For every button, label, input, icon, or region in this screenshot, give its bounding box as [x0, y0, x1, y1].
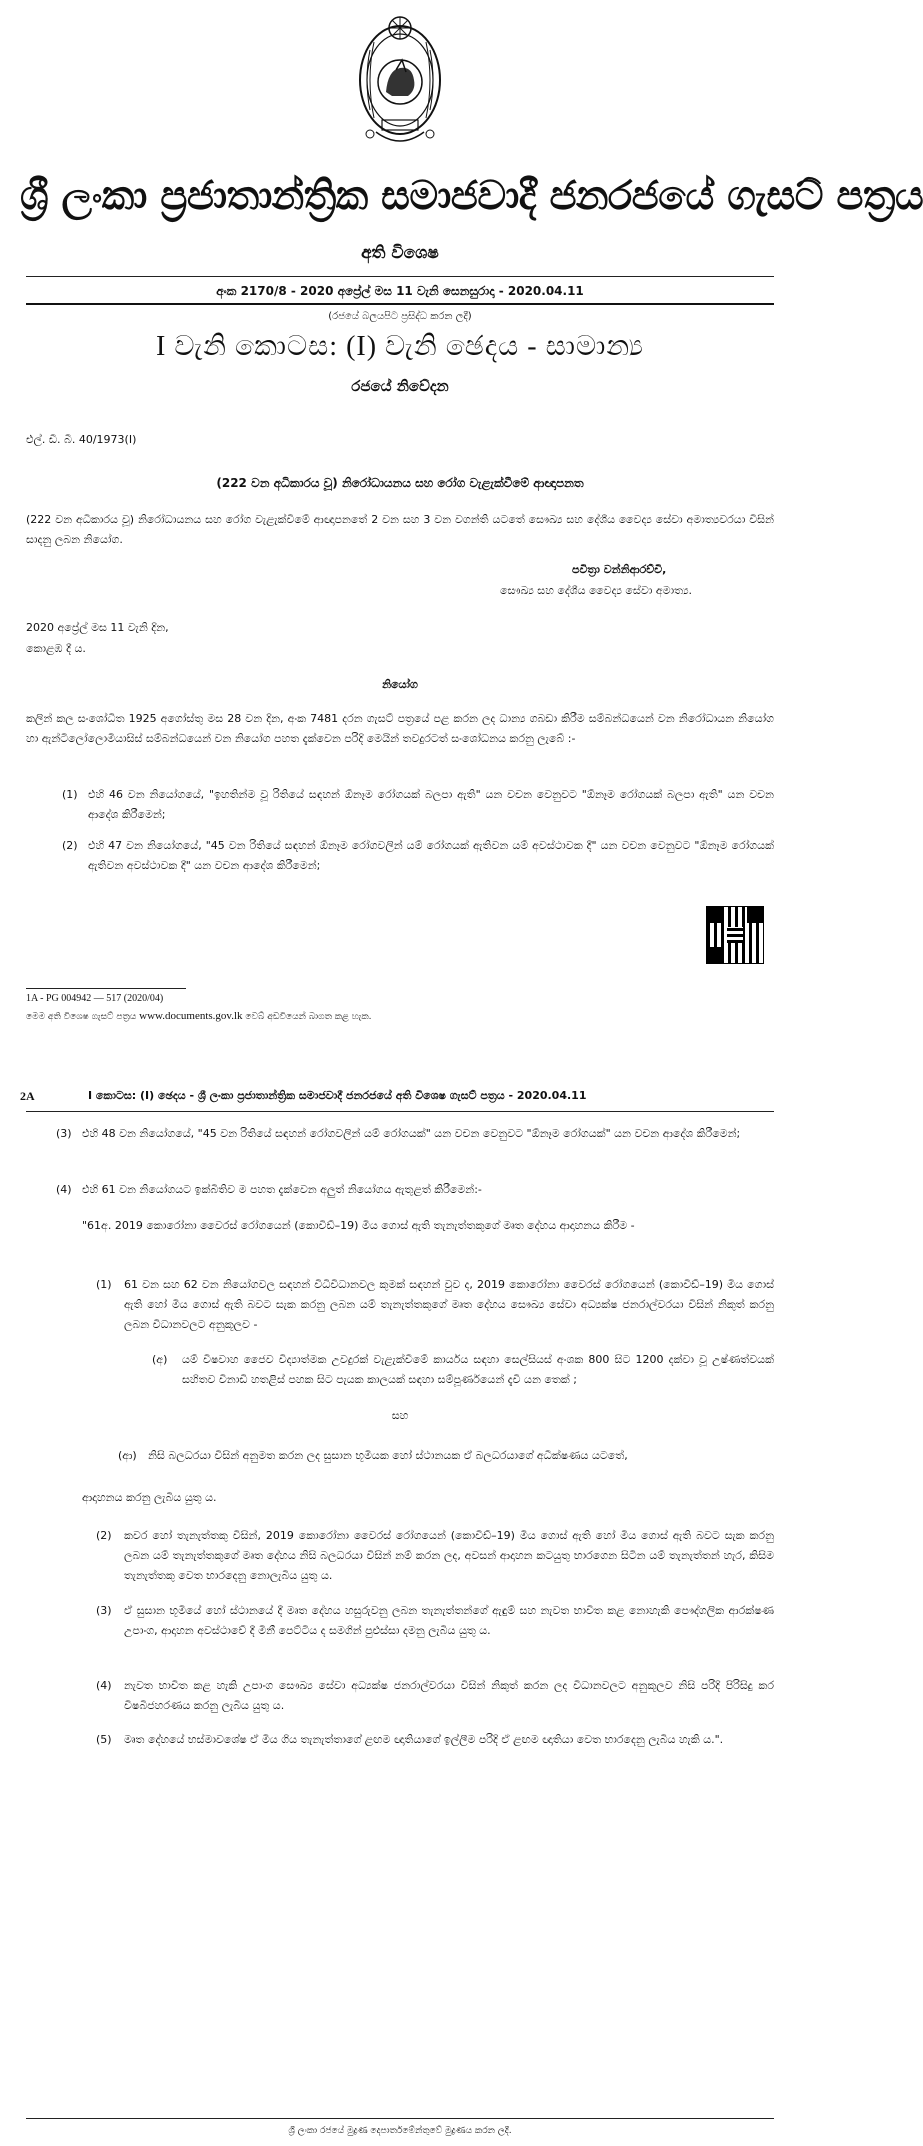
sri-lanka-emblem [356, 10, 444, 160]
item-number: (ආ) [118, 1449, 137, 1462]
amendment-item-3: එහි 48 වන නියෝගයේ, "45 වන රිතියේ සඳහන් රෝගවලින් යම් රෝගයක්" යන වචන වෙනුවට "ඕනෑම රෝගයක්" යන වචන ආදේශ කිරීමෙන්; [82, 1127, 741, 1140]
sub-regulation-3: ඒ සුසාන භූමියේ හෝ ස්ථානයේ දී මෘත දේහය හසුරුවනු ලබන තැනැත්තන්ගේ ඇඳුම් සහ නැවත භාවිත කළ නොහැකි පෞද්ගලික ආරක්ෂණ උපාංග, ආදාහන අවස්ථාවේ දී මිනී පෙට්ටිය ද සමගින් පුළුස්සා දමනු ලැබිය යුතු ය. [124, 1604, 774, 1637]
item-number: (3) [56, 1127, 72, 1140]
page-number: 2A [20, 1089, 35, 1103]
reference-number: එල්. ඩී. බී. 40/1973(I) [26, 433, 137, 446]
continuation-text: ආදාහනය කරනු ලැබිය යුතු ය. [82, 1491, 217, 1504]
gazette-title: ශ්‍රී ලංකා ප්‍රජාතාන්ත්‍රික සමාජවාදී ජනරජයේ ගැසට් පත්‍රය [20, 173, 923, 219]
item-number: (4) [96, 1679, 112, 1692]
sub-regulation-1: 61 වන සහ 62 වන නියෝගවල සඳහන් විධිවිධානවල කුමක් සඳහන් වුව ද, 2019 කොරෝනා වෛරස් රෝගයෙන් (කොවිඩ්–19) මිය ගොස් ඇති හෝ මිය ගොස් ඇති බවට සැක කරනු ලබන යම් තැනැත්තකුගේ මෘත දේහය සෞඛ්‍ය සේවා අධ්‍යක්ෂ ජනරාල්වරයා විසින් නිකුත් කරනු ලබන විධානවලට අනුකූලව - [124, 1278, 774, 1331]
clause-a: යම් විෂවාහ ජෛව විද්‍යාත්මක උවදුරක් වැළැක්වීමේ කාර්යය සඳහා සෙල්සියස් අංශක 800 සිට 1200 දක්වා වූ උෂ්ණත්වයක් සහිතව විනාඩි හතළිස් පහක සිට පැයක කාලයක් සඳහා සම්පූර්ණයෙන් දැවී යන තෙක් ; [182, 1353, 774, 1386]
sub-regulation-4: නැවත භාවිත කළ හැකි උපාංග සෞඛ්‍ය සේවා අධ්‍යක්ෂ ජනරාල්වරයා විසින් නිකුත් කරන ලද විධානවලට අනුකූලව නිසි පරිදි පිරිසිදු කර විෂබීජහරණය කරනු ලැබිය යුතු ය. [124, 1679, 774, 1712]
amendment-item-4: එහි 61 වන නියෝගයට ඉක්බිතිව ම පහත දැක්වෙන අලුත් නියෝගය ඇතුළත් කිරීමෙන්:- [82, 1183, 482, 1196]
sub-regulation-2: කවර හෝ තැනැත්තකු විසින්, 2019 කොරෝනා වෛරස් රෝගයෙන් (කොවිඩ්–19) මිය ගොස් ඇති හෝ මිය ගොස් ඇති බවට සැක කරනු ලබන යම් තැනැත්තකුගේ මෘත දේහය නිසි බලධරයා විසින් නම් කරන ලද, අවසන් ආදාහන කටයුතු භාරගෙන සිටින යම් තැනැත්තන් හැර, කිසිම තැනැත්තකු වෙත භාරදෙනු නොලැබිය යුතු ය. [124, 1529, 774, 1582]
amendment-item-1: එහි 46 වන නියෝගයේ, "ඉහතින්ම වූ රිතියේ සඳහන් ඕනෑම රෝගයක් බලපා ඇති" යන වචන වෙනුවට "ඕනෑම රෝගයක් බලපා ඇති" යන වචන ආදේශ කිරීමෙන්; [88, 788, 774, 821]
item-number: (අ) [152, 1353, 168, 1366]
printer-footer: ශ්‍රී ලංකා රජයේ මුද්‍රණ දෙපාර්තමේන්තුවේ මුද්‍රණය කරන ලදී. [288, 2126, 512, 2136]
conjunction-and: සහ [391, 1409, 409, 1422]
print-code: 1A - PG 004942 — 517 (2020/04) [26, 993, 164, 1004]
amendment-item-2: එහි 47 වන නියෝගයේ, "45 වන රිතියේ සඳහන් ඕනෑම රෝගවලින් යම් රෝගයක් ඇතිවන යම් අවස්ථාවක දී" යන වචන වෙනුවට "ඕනෑම රෝගයක් ඇතිවන අවස්ථාවක දී" යන වචන ආදේශ කිරීමෙන්; [88, 839, 774, 872]
signer-name: පවිත්‍රා වන්නිආරච්චි, [572, 563, 667, 576]
item-number: (2) [96, 1529, 112, 1542]
item-number: (5) [96, 1733, 112, 1746]
gazette-subtitle: අති විශෙෂ [361, 243, 439, 263]
item-number: (1) [62, 788, 78, 801]
web-note [26, 1008, 726, 1025]
item-number: (4) [56, 1183, 72, 1196]
web-note-suffix: වෙබ් අඩවියෙන් බාගත කළ හැක. [245, 1012, 372, 1022]
authority-note: (රජයේ බලයපිට ප්‍රසිද්ධ කරන ලදී) [328, 311, 472, 322]
date-line: 2020 අප්‍රේල් මස 11 වැනි දින, [26, 621, 169, 634]
running-head-rule [26, 1111, 774, 1112]
item-number: (1) [96, 1278, 112, 1291]
qr-code [707, 907, 763, 963]
new-regulation-heading: "61අ. 2019 කොරෝනා වෛරස් රෝගයෙන් (කොවිඩ්–19) මිය ගොස් ඇති තැනැත්තකුගේ මෘත දේහය ආදාහනය කිරීම - [82, 1219, 635, 1232]
sub-regulation-5: මෘත දේහයේ භස්මාවශේෂ ඒ මිය ගිය තැනැත්තාගේ ළඟම ඥාතියාගේ ඉල්ලීම පරිදි ඒ ළඟම ඥාතියා වෙත භාරදෙනු ලැබිය හැකි ය.". [124, 1733, 724, 1746]
section-title: රජයේ නිවේදන [351, 377, 449, 395]
signer-title: සෞඛ්‍ය සහ දේශීය වෛද්‍ය සේවා අමාත්‍ය. [500, 584, 693, 597]
footnote-rule [26, 988, 186, 989]
header-rule-top [26, 276, 774, 277]
item-number: (3) [96, 1604, 112, 1617]
issue-line: අංක 2170/8 - 2020 අප්‍රේල් මස 11 වැනි සෙනසුරාදා - 2020.04.11 [216, 284, 584, 298]
item-number: (2) [62, 839, 78, 852]
running-head: I කොටස: (I) ඡෙදය - ශ්‍රී ලංකා ප්‍රජාතාන්ත්‍රික සමාජවාදී ජනරජයේ අති විශෙෂ ගැසට් පත්‍රය - 2020.04.11 [88, 1089, 587, 1102]
part-title: I වැනි කොටස: (I) වැනි ඡෙදය - සාමාන්‍ය [156, 331, 644, 362]
clause-aa: නිසි බලධරයා විසින් අනුමත කරන ලද සුසාන භූමියක හෝ ස්ථානයක ඒ බලධරයාගේ අධීක්ෂණය යටතේ, [148, 1449, 628, 1462]
intro-paragraph: (222 වන අධිකාරය වූ) නිරෝධායනය සහ රෝග වැළැක්වීමේ ආඥාපනතේ 2 වන සහ 3 වන වගන්ති යටතේ සෞඛ්‍ය සහ දේශීය වෛද්‍ය සේවා අමාත්‍යවරයා විසින් සාදනු ලබන නියෝග. [26, 513, 774, 546]
header-rule-bottom [26, 303, 774, 305]
web-note-prefix: මෙම අති විශෙෂ ගැසට් පත්‍රය [26, 1012, 137, 1022]
regulations-intro: කලින් කල සංශෝධිත 1925 අගෝස්තු මස 28 වන දින, අංක 7481 දරන ගැසට් පත්‍රයේ පළ කරන ලද ධාන්‍ය ගබඩා කිරීම සම්බන්ධයෙන් වන නිරෝධායන නියෝග හා ඇන්ටිලෝලොමියාසිස් සම්බන්ධයෙන් වන නියෝග පහත දැක්වෙන පරිදි මෙයින් තවදුරටත් සංශෝධනය කරනු ලැබේ :- [26, 712, 774, 745]
web-url-link[interactable]: www.documents.gov.lk [139, 1010, 243, 1022]
place-line: කොළඹ දී ය. [26, 642, 86, 655]
act-heading: (222 වන අධිකාරය වූ) නිරෝධායනය සහ රෝග වැළැක්වීමේ ආඥාපනත [216, 476, 584, 490]
regulations-heading: නියෝග [382, 678, 418, 691]
footer-rule [26, 2118, 774, 2119]
